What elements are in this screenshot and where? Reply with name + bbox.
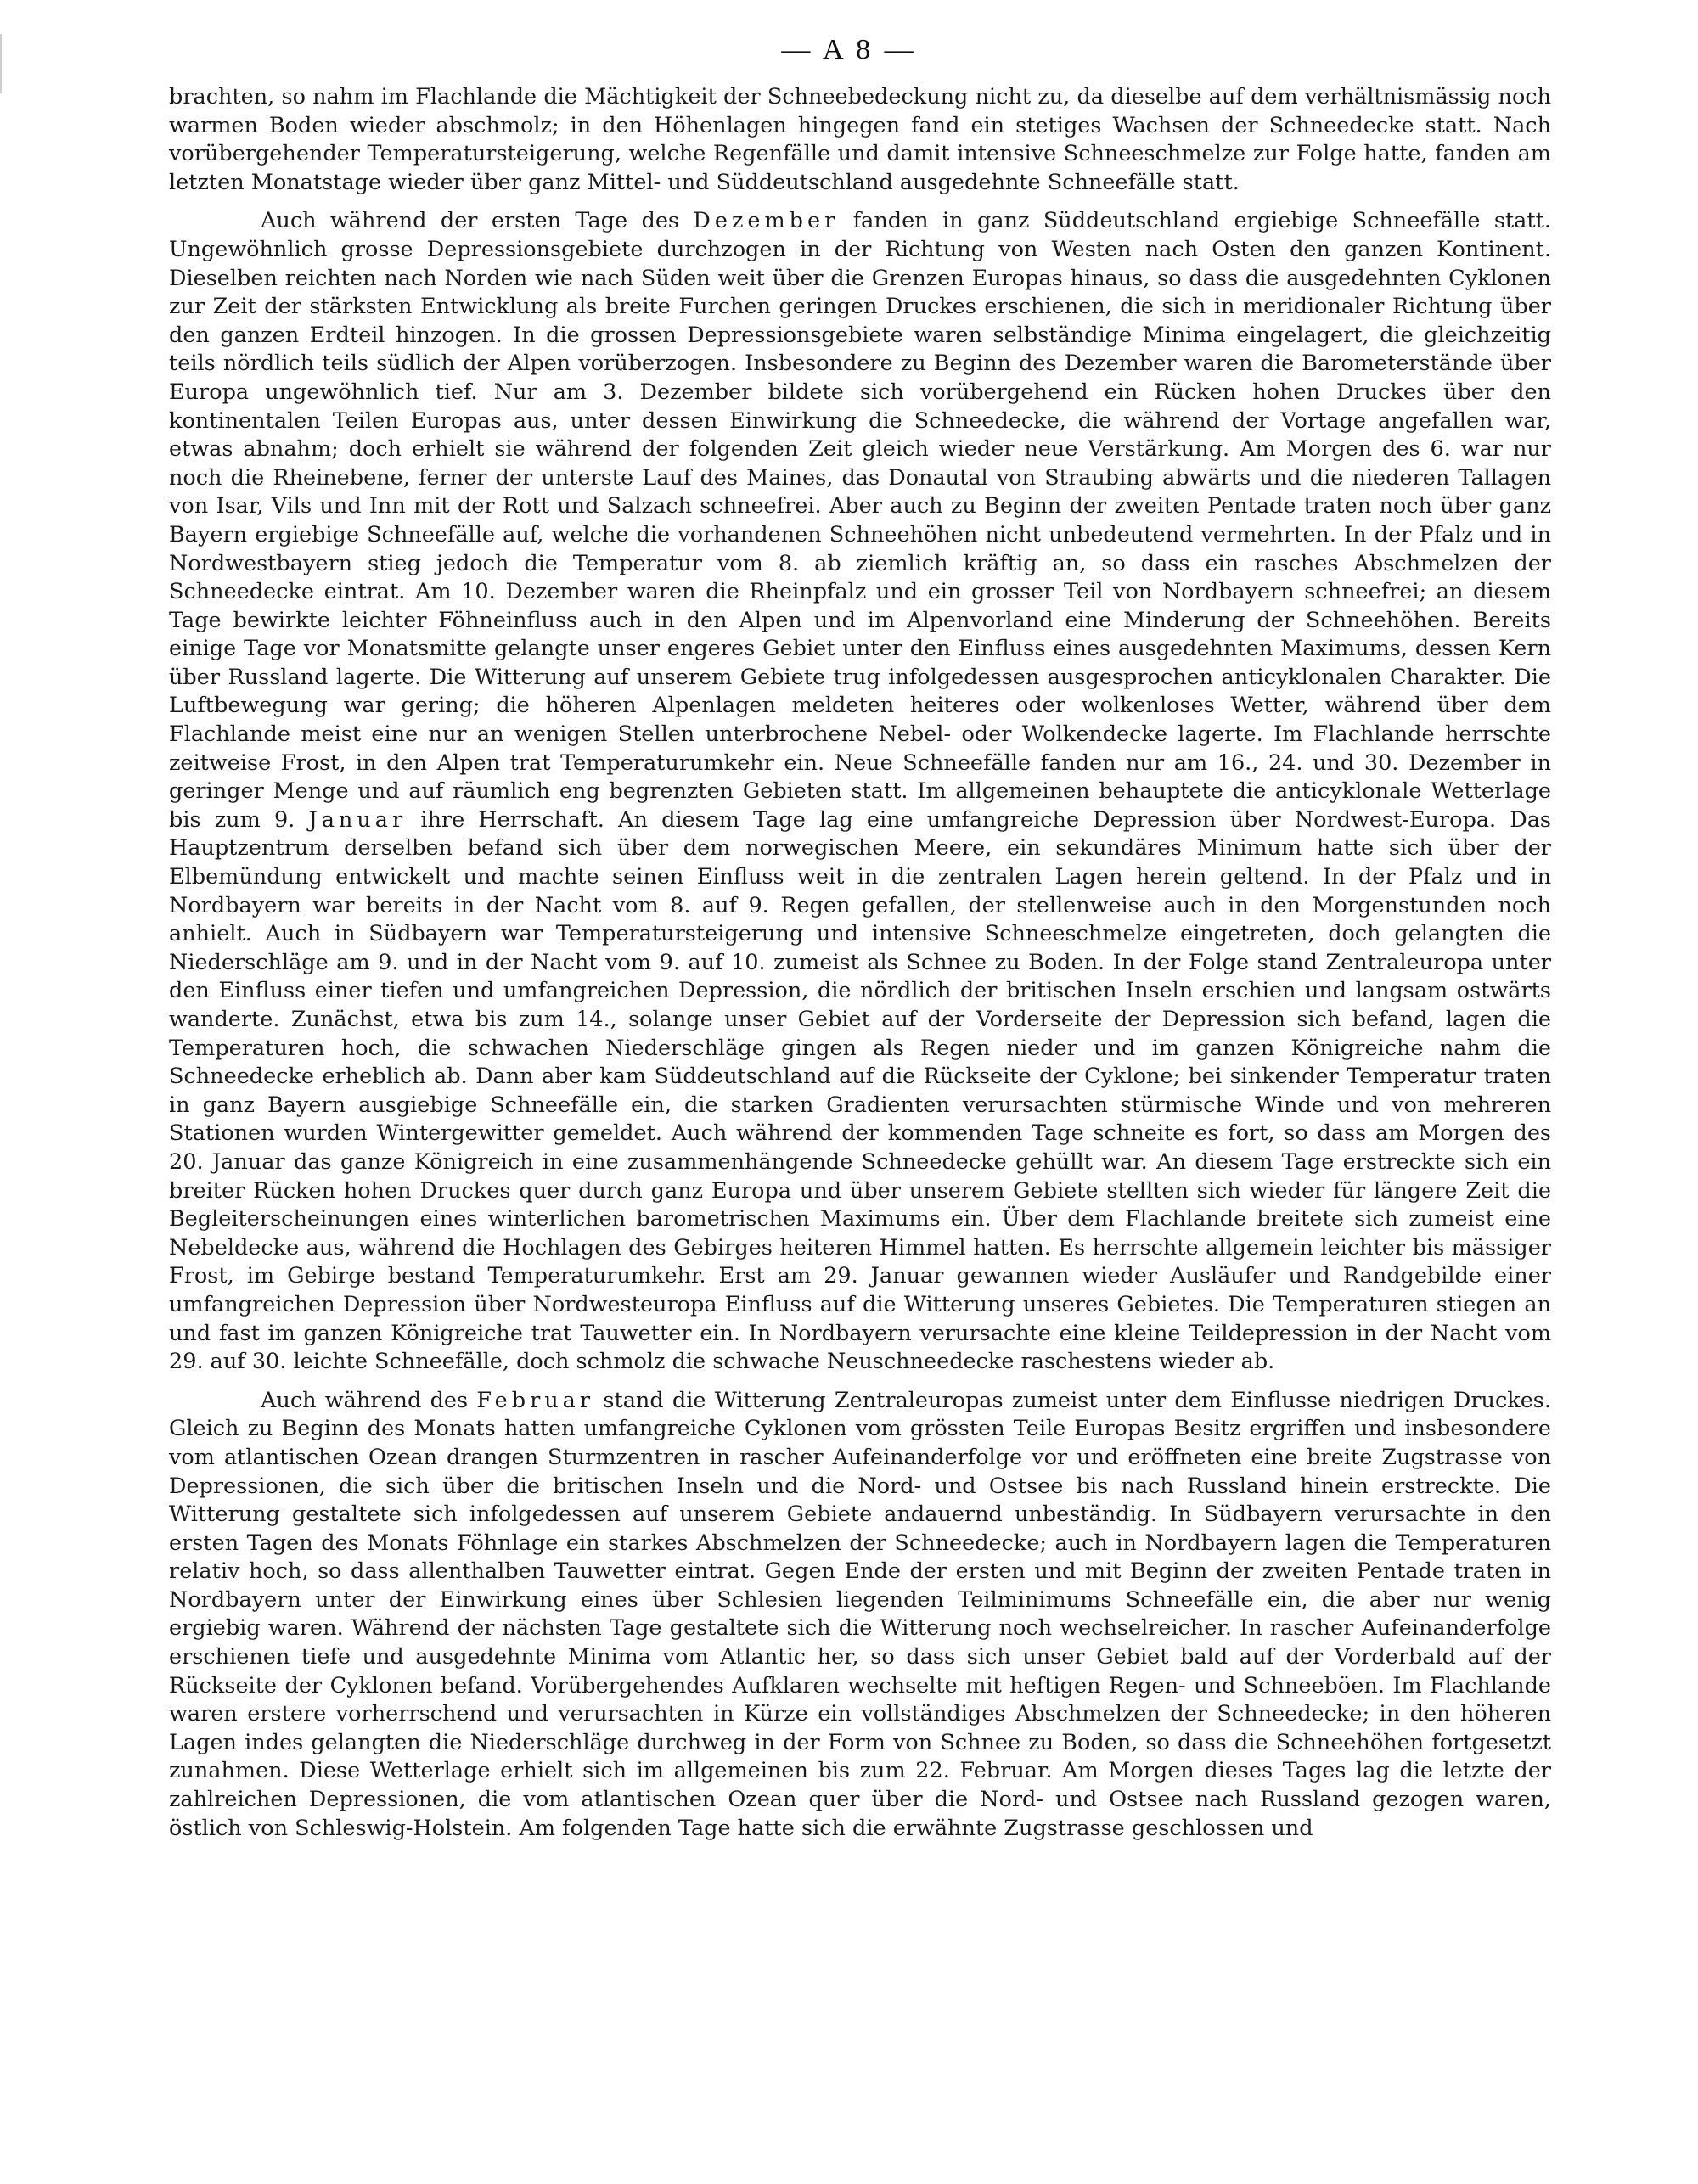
page-number-header: — A 8 — [781, 34, 917, 65]
paragraph-2-text-c: ihre Herrschaft. An diesem Tage lag eine umfangreiche Depression über Nordwest-Europa. Das Hauptzentrum derselben befand sich über dem norwegischen Meere, ein sekundäres Minimum hatte sich über der Elbemündung entwickelt und machte seinen Einfluss weit in die zentralen Lagen herein geltend. In der Pfalz und in Nordbayern war bereits in der Nacht vom 8. auf 9. Regen gefallen, der stellenweise auch in den Morgenstunden noch anhielt. Auch in Südbayern war Temperatursteigerung und intensive Schneeschmelze eingetreten, doch gelangten die Niederschläge am 9. und in der Nacht vom 9. auf 10. zumeist als Schnee zu Boden. In der Folge stand Zentraleuropa unter den Einfluss einer tiefen und umfangreichen Depression, die nördlich der britischen Inseln erschien und langsam ostwärts wanderte. Zunächst, etwa bis zum 14., solange unser Gebiet auf der Vorderseite der Depression sich befand, lagen die Temperaturen hoch, die schwachen Niederschläge gingen als Regen nieder und im ganzen Königreiche nahm die Schneedecke erheblich ab. Dann aber kam Süddeutschland auf die Rückseite der Cyklone; bei sinkender Temperatur traten in ganz Bayern ausgiebige Schneefälle ein, die starken Gradienten verursachten stürmische Winde und von mehreren Stationen wurden Wintergewitter gemeldet. Auch während der kommenden Tage schneite es fort, so dass am Morgen des 20. Januar das ganze Königreich in eine zusammenhängende Schneedecke gehüllt war. An diesem Tage erstreckte sich ein breiter Rücken hohen Druckes quer durch ganz Europa und über unserem Gebiete stellten sich wieder für längere Zeit die Begleiterscheinungen eines winterlichen barometrischen Maximums ein. Über dem Flachlande breitete sich zumeist eine Nebeldecke aus, während die Hochlagen des Gebirges heiteren Himmel hatten. Es herrschte allgemein leichter bis mässiger Frost, im Gebirge bestand Temperaturumkehr. Erst am 29. Januar gewannen wieder Ausläufer und Randgebilde einer umfangreichen Depression über Nordwesteuropa Einfluss auf die Witterung unseres Gebietes. Die Temperaturen stiegen an und fast im ganzen Königreiche trat Tauwetter ein. In Nordbayern verursachte eine kleine Teildepression in der Nacht vom 29. auf 30. leichte Schneefälle, doch schmolz die schwache Neuschneedecke raschestens wieder ab. [169, 806, 1552, 1375]
month-februar: Februar [476, 1387, 595, 1413]
paragraph-2-text-b: fanden in ganz Süddeutschland ergiebige Schneefälle statt. Ungewöhnlich grosse Depressionsgebiete durchzogen in der Richtung von Westen nach Osten den ganzen Kontinent. Dieselben reichten nach Norden wie nach Süden weit über die Grenzen Europas hinaus, so dass die ausgedehnten Cyklonen zur Zeit der stärksten Entwicklung als breite Furchen geringen Druckes erschienen, die sich in meridionaler Richtung über den ganzen Erdteil hinzogen. In die grossen Depressionsgebiete waren selbständige Minima eingelagert, die gleichzeitig teils nördlich teils südlich der Alpen vorüberzogen. Insbesondere zu Beginn des Dezember waren die Barometerstände über Europa ungewöhnlich tief. Nur am 3. Dezember bildete sich vorübergehend ein Rücken hohen Druckes über den kontinentalen Teilen Europas aus, unter dessen Einwirkung die Schneedecke, die während der Vortage angefallen war, etwas abnahm; doch erhielt sie während der folgenden Zeit gleich wieder neue Verstärkung. Am Morgen des 6. war nur noch die Rheinebene, ferner der unterste Lauf des Maines, das Donautal von Straubing abwärts und die niederen Tallagen von Isar, Vils und Inn mit der Rott und Salzach schneefrei. Aber auch zu Beginn der zweiten Pentade traten noch über ganz Bayern ergiebige Schneefälle auf, welche die vorhandenen Schneehöhen nicht unbedeutend vermehrten. In der Pfalz und in Nordwestbayern stieg jedoch die Temperatur vom 8. ab ziemlich kräftig an, so dass ein rasches Abschmelzen der Schneedecke eintrat. Am 10. Dezember waren die Rheinpfalz und ein grosser Teil von Nordbayern schneefrei; an diesem Tage bewirkte leichter Föhneinfluss auch in den Alpen und im Alpenvorland eine Minderung der Schneehöhen. Bereits einige Tage vor Monatsmitte gelangte unser engeres Gebiet unter den Einfluss eines ausgedehnten Maximums, dessen Kern über Russland lagerte. Die Witterung auf unserem Gebiete trug infolgedessen ausgesprochen anticyklonalen Charakter. Die Luftbewegung war gering; die höheren Alpenlagen meldeten heiteres oder wolkenloses Wetter, während über dem Flachlande meist eine nur an wenigen Stellen unterbrochene Nebel- oder Wolkendecke lagerte. Im Flachlande herrschte zeitweise Frost, in den Alpen trat Temperaturumkehr ein. Neue Schneefälle fanden nur am 16., 24. und 30. Dezember in geringer Menge und auf räumlich eng begrenzten Gebieten statt. Im allgemeinen behauptete die anticyklonale Wetterlage bis zum 9. [169, 208, 1551, 833]
paragraph-2 [169, 207, 1551, 1376]
paragraph-2-text-a: Auch während der ersten Tage des [261, 208, 694, 234]
paragraph-3-text-a: Auch während des [261, 1387, 477, 1413]
paragraph-1-text: brachten, so nahm im Flachlande die Mächtigkeit der Schneebedeckung nicht zu, da dieselbe auf dem verhältnismässig noch warmen Boden wieder abschmolz; in den Höhenlagen hingegen fand ein stetiges Wachsen der Schneedecke statt. Nach vorübergehender Temperatursteigerung, welche Regenfälle und damit intensive Schneeschmelze zur Folge hatte, fanden am letzten Monatstage wieder über ganz Mittel- und Süddeutschland ausgedehnte Schneefälle statt. [169, 84, 1551, 195]
paragraph-3-text-b: stand die Witterung Zentraleuropas zumeist unter dem Einflusse niedrigen Druckes. Gleich zu Beginn des Monats hatten umfangreiche Cyklonen vom grössten Teile Europas Besitz ergriffen und insbesondere vom atlantischen Ozean drangen Sturmzentren in rascher Aufeinanderfolge vor und eröffneten eine breite Zugstrasse von Depressionen, die sich über die britischen Inseln und die Nord- und Ostsee bis nach Russland hinein erstreckte. Die Witterung gestaltete sich infolgedessen auf unserem Gebiete andauernd unbeständig. In Südbayern verursachte in den ersten Tagen des Monats Föhnlage ein starkes Abschmelzen der Schneedecke; auch in Nordbayern lagen die Temperaturen relativ hoch, so dass allenthalben Tauwetter eintrat. Gegen Ende der ersten und mit Beginn der zweiten Pentade traten in Nordbayern unter der Einwirkung eines über Schlesien liegenden Teilminimums Schneefälle ein, die aber nur wenig ergiebig waren. Während der nächsten Tage gestaltete sich die Witterung noch wechselreicher. In rascher Aufeinanderfolge erschienen tiefe und ausgedehnte Minima vom Atlantic her, so dass sich unser Gebiet bald auf der Vorderbald auf der Rückseite der Cyklonen befand. Vorübergehendes Aufklaren wechselte mit heftigen Regen- und Schneeböen. Im Flachlande waren erstere vorherrschend und verursachten in Kürze ein vollständiges Abschmelzen der Schneedecke; in den höheren Lagen indes gelangten die Niederschläge durchweg in der Form von Schnee zu Boden, so dass die Schneehöhen fortgesetzt zunahmen. Diese Wetterlage erhielt sich im allgemeinen bis zum 22. Februar. Am Morgen dieses Tages lag die letzte der zahlreichen Depressionen, die vom atlantischen Ozean quer über die Nord- und Ostsee nach Russland gezogen waren, östlich von Schleswig-Holstein. Am folgenden Tage hatte sich die erwähnte Zugstrasse geschlossen und [169, 1387, 1551, 1841]
month-dezember: Dezember [693, 208, 840, 234]
month-januar: Januar [308, 806, 408, 833]
body-text [169, 83, 1551, 1853]
paragraph-3 [169, 1387, 1551, 1844]
paragraph-1 [169, 83, 1551, 197]
